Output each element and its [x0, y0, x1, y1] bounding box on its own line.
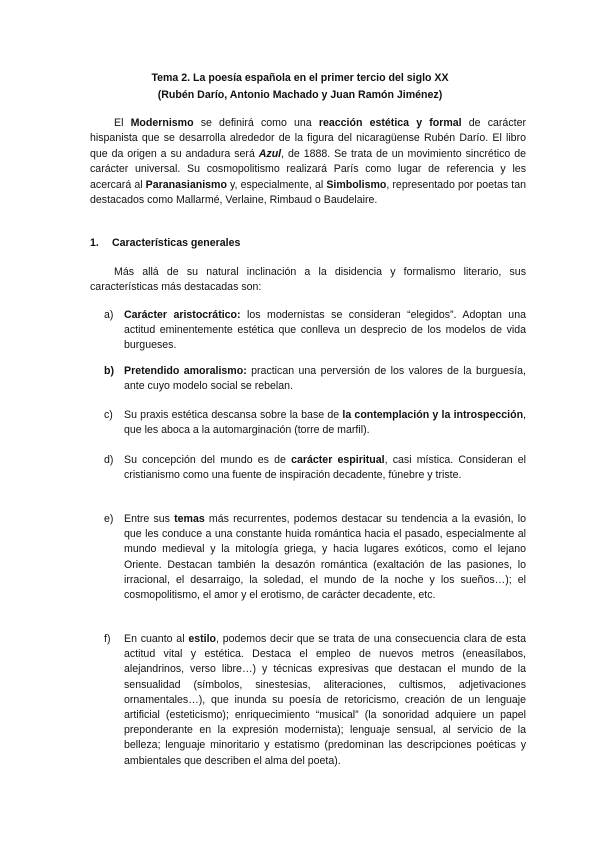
- text-run: , de 1888. Se trata de un movimiento sincrético de carácter universal. Su cosmopolitismo realizará París como lugar de referencia y les acercará al: [90, 147, 527, 191]
- text-run: más recurrentes, podemos destacar su tendencia a la evasión, lo que les conduce a una constante huida romántica hacia el pasado, especialmente al mundo medieval y la mitología griega, y hacia lugares exóticos, como el lejano Oriente. Destacan también la desazón romántica (exaltación de las pasiones, lo irracional, el desarraigo, la soledad, el mundo de la noche y los sueños…); el cosmopolitismo, el amor y el erotismo, de carácter decadente, etc.: [124, 513, 526, 602]
- bold-term: temas: [174, 513, 205, 525]
- text-run: En cuanto al: [124, 633, 189, 645]
- bold-term: reacción estética y formal: [318, 117, 462, 129]
- bold-term: carácter espiritual: [291, 454, 385, 466]
- text-run: de carácter hispanista que se desarrolla alrededor de la figura del nicaragüense Rubén Darío. El libro que da origen a su andadura será: [90, 117, 526, 160]
- bold-term: Paranasianismo: [145, 178, 227, 191]
- list-item-f: [104, 632, 527, 769]
- list-item-body: [124, 512, 526, 603]
- section-number: 1.: [90, 237, 99, 249]
- list-item-body: [124, 632, 526, 769]
- bold-term: estilo: [188, 633, 216, 645]
- list-item-b: [104, 364, 527, 394]
- bold-italic-title: Azul: [258, 147, 282, 160]
- text-run: practican una perversión de los valores de la burguesía, ante cuyo modelo social se rebelan.: [124, 365, 527, 393]
- text-run: , podemos decir que se trata de una consecuencia clara de esta actitud vital y estética. Destaca el empleo de nuevos metros (eneasílabos, alejandrinos, verso libre…) y técnicas expresivas que destacan el mundo de la sensualidad (símbolos, sinestesias, aliteraciones, cultismos, adjetivaciones ornamentales…), que inunda su poesía de retoricismo, creación de un lenguaje artificial (esteticismo); enriquecimiento “musical” (la sonoridad adquiere un papel preponderante en la expresión modernista); lenguaje sensual, al servicio de la belleza; lenguaje minoritario y estatismo (predominan las descripciones poéticas y ambientales que describen el alma del poeta).: [124, 633, 527, 767]
- list-item-d: [104, 453, 526, 483]
- bold-term: Pretendido amoralismo:: [124, 365, 247, 377]
- bold-term: la contemplación y la introspección: [342, 409, 524, 421]
- section-heading: [90, 236, 240, 250]
- bold-term: Carácter aristocrático:: [124, 309, 241, 321]
- text-run: y, especialmente, al: [226, 178, 327, 191]
- intro-paragraph: [90, 116, 526, 208]
- bold-term: Modernismo: [130, 117, 194, 129]
- text-run: El: [114, 117, 131, 129]
- text-run: Su concepción del mundo es de: [124, 454, 292, 466]
- list-item-body: [124, 408, 526, 438]
- bold-term: Simbolismo: [326, 178, 387, 191]
- list-item-body: [124, 308, 526, 354]
- text-run: se definirá como una: [193, 117, 319, 129]
- text-run: , casi mística. Consideran el cristianismo como una fuente de inspiración decadente, fúnebre y triste.: [124, 454, 526, 482]
- list-item-a: [104, 308, 526, 354]
- list-letter: d): [104, 454, 114, 466]
- list-item-e: [104, 512, 526, 603]
- title-line-2: (Rubén Darío, Antonio Machado y Juan Ramón Jiménez): [157, 89, 443, 101]
- document-title: [0, 70, 600, 104]
- list-letter: f): [104, 633, 111, 645]
- text-run: Su praxis estética descansa sobre la base de: [124, 409, 343, 421]
- text-run: , que les aboca a la automarginación (torre de marfil).: [124, 409, 526, 437]
- list-item-body: [124, 364, 526, 394]
- text-run: , representado por poetas tan destacados como Mallarmé, Verlaine, Rimbaud o Baudelaire.: [90, 178, 526, 207]
- list-letter: a): [104, 309, 114, 321]
- title-line-1: Tema 2. La poesía española en el primer tercio del siglo XX: [151, 72, 449, 84]
- list-item-body: [124, 453, 526, 483]
- section-lead-paragraph: Más allá de su natural inclinación a la disidencia y formalismo literario, sus características más destacadas son:: [90, 266, 526, 294]
- section-heading-text: Características generales: [112, 237, 241, 249]
- list-letter: b): [104, 365, 114, 377]
- list-letter: e): [104, 513, 114, 525]
- list-item-c: [104, 408, 526, 438]
- text-run: Entre sus: [124, 513, 175, 525]
- text-run: los modernistas se consideran “elegidos”. Adoptan una actitud eminentemente estética que conlleva un desprecio de los modelos de vida burgueses.: [124, 309, 526, 352]
- list-letter: c): [104, 409, 113, 421]
